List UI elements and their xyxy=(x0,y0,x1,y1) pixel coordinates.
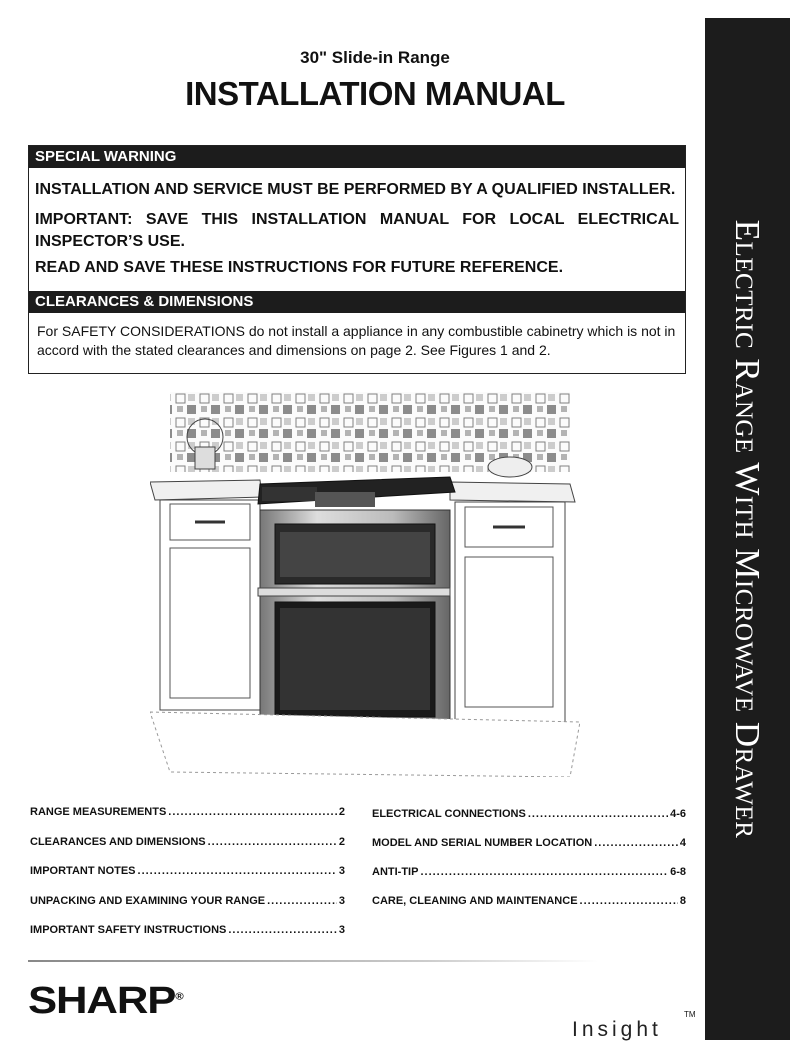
toc-item-unpacking: UNPACKING AND EXAMINING YOUR RANGE ..... 3 xyxy=(30,895,345,907)
toc-item-care: CARE, CLEANING AND MAINTENANCE ..... 8 xyxy=(372,895,686,907)
floor xyxy=(150,712,580,777)
document-title: INSTALLATION MANUAL xyxy=(185,75,565,112)
warning-line-read-save: READ AND SAVE THESE INSTRUCTIONS FOR FUTURE REFERENCE. xyxy=(35,259,564,276)
range-illustration xyxy=(150,392,580,777)
clearances-text: For SAFETY CONSIDERATIONS do not install a appliance in any combustible cabinetry which is not in accord with the stated clearances and dimensions on page 2. See Figures 1 and 2. xyxy=(37,323,676,358)
trademark-mark: TM xyxy=(684,1010,696,1019)
toc-item-anti-tip: ANTI-TIP ..... 6-8 xyxy=(372,866,686,878)
document-subtitle: 30" Slide-in Range xyxy=(300,48,450,67)
insight-logo: Insight xyxy=(572,1018,662,1041)
toc-item-electrical: ELECTRICAL CONNECTIONS ..... 4-6 xyxy=(372,808,686,820)
warning-box xyxy=(28,145,686,374)
footer-divider xyxy=(28,960,598,962)
warning-line-installer: INSTALLATION AND SERVICE MUST BE PERFORMED BY A QUALIFIED INSTALLER. xyxy=(35,181,676,198)
toc-item-important-notes: IMPORTANT NOTES ..... 3 xyxy=(30,865,345,877)
sharp-logo: SHARP® xyxy=(28,980,183,1022)
special-warning-heading: SPECIAL WARNING xyxy=(29,146,685,168)
toc-item-clearances: CLEARANCES AND DIMENSIONS ..... 2 xyxy=(30,836,345,848)
clearances-heading: CLEARANCES & DIMENSIONS xyxy=(29,291,685,313)
side-title: Electric Range With Microwave Drawer xyxy=(728,219,767,839)
toc-item-safety: IMPORTANT SAFETY INSTRUCTIONS ..... 3 xyxy=(30,924,345,936)
range xyxy=(258,477,455,750)
warning-line-inspector: IMPORTANT: SAVE THIS INSTALLATION MANUAL FOR LOCAL ELECTRICAL INSPECTOR’S USE. xyxy=(35,211,679,250)
toc-item-range-measurements: RANGE MEASUREMENTS ..... 2 xyxy=(30,806,345,818)
toc-item-model-serial: MODEL AND SERIAL NUMBER LOCATION ..... 4 xyxy=(372,837,686,849)
left-counter xyxy=(150,480,262,710)
right-counter xyxy=(450,482,575,722)
